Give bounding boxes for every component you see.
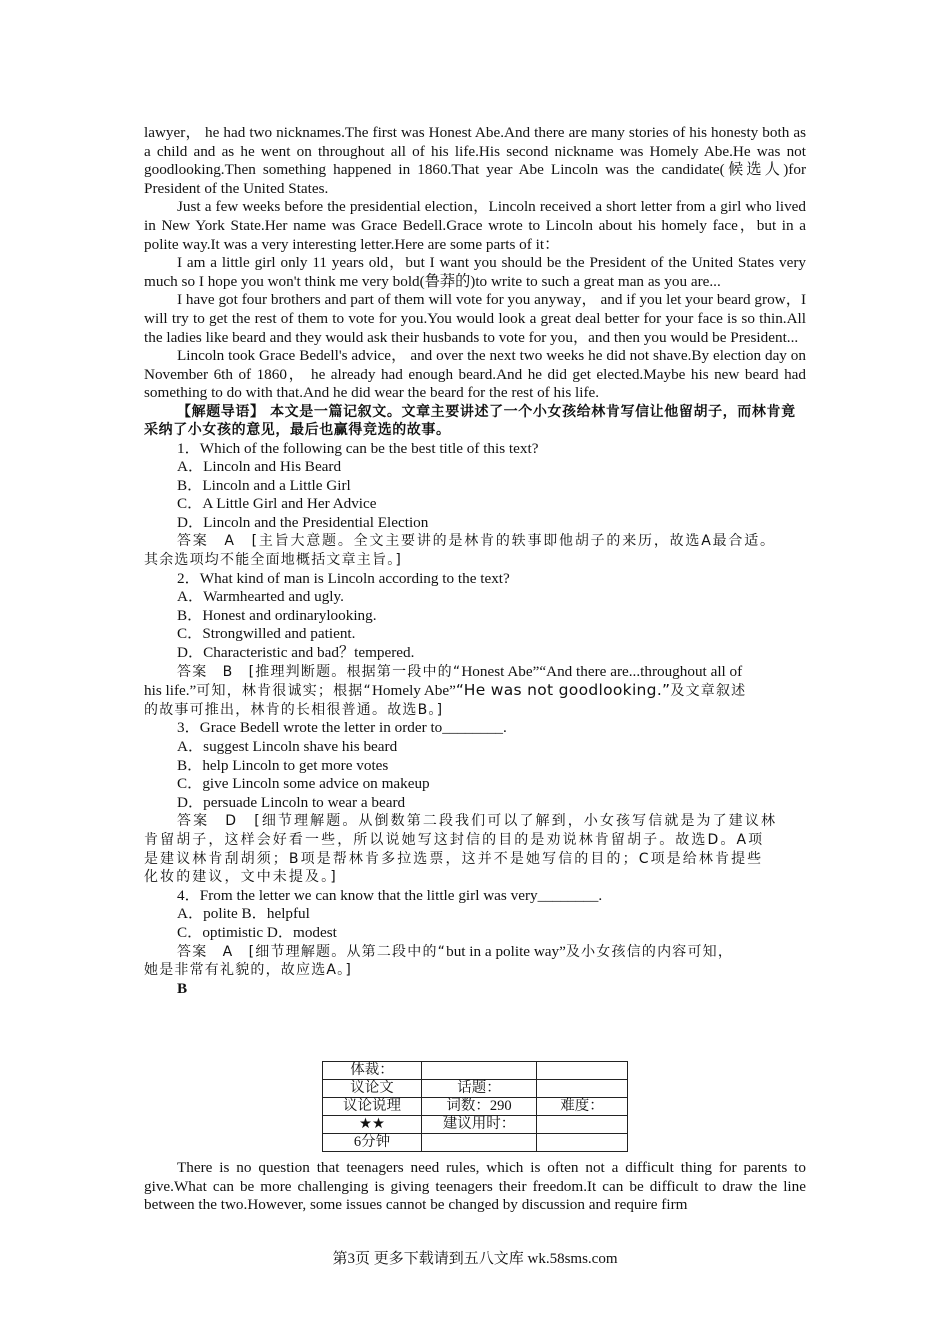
question-4-options-ab: A．polite B．helpful: [177, 905, 310, 923]
table-cell: [537, 1116, 628, 1134]
question-2-option-d: D．Characteristic and bad？tempered.: [177, 644, 415, 662]
question-4-options-cd: C．optimistic D．modest: [177, 923, 337, 941]
question-3-option-b: B．help Lincoln to get more votes: [177, 756, 389, 774]
question-2-option-b: B．Honest and ordinarylooking.: [177, 606, 377, 624]
letter-paragraph-1: I am a little girl only 11 years old，but I want you should be the President of the United States very much so I hope you won't think me very bold(鲁莽的)to write to such a great man as you are...: [144, 254, 806, 290]
table-cell: ★★: [323, 1116, 422, 1134]
table-row: [323, 1080, 628, 1098]
page-footer: 第3页 更多下载请到五八文库 wk.58sms.com: [332, 1251, 618, 1267]
table-cell: 议论文: [323, 1080, 422, 1098]
passage-b-body: [144, 1159, 806, 1215]
question-3-option-a: A．suggest Lincoln shave his beard: [177, 738, 398, 755]
table-cell: [422, 1062, 537, 1080]
table-cell: 建议用时：: [422, 1116, 537, 1134]
question-4-answer-line-1: [144, 943, 806, 962]
table-row: [323, 1062, 628, 1080]
answer-text: 及文章叙述: [670, 683, 747, 700]
table-cell: 难度：: [537, 1098, 628, 1116]
passage-b-paragraph-1: There is no question that teenagers need rules, which is often not a difficult thing for parents to give.What can be more challenging is giving teenagers their freedom.It can be difficult to draw the line between the two.However, some issues cannot be changed by discussion and require firm: [144, 1159, 806, 1214]
answer-text: 答案 B [推理判断题。根据第一段中的“: [177, 663, 462, 680]
question-1-option-b: B．Lincoln and a Little Girl: [177, 476, 351, 494]
question-2-answer-line-1: [144, 663, 806, 682]
question-1-stem: 1．Which of the following can be the best title of this text?: [177, 439, 539, 457]
answer-text: 可知，林肯很诚实；根据“: [196, 683, 372, 700]
question-2-option-a: A．Warmhearted and ugly.: [177, 588, 344, 606]
passage-a-paragraph-5: Lincoln took Grace Bedell's advice， and over the next two weeks he did not shave.By election day on November 6th of 1860， he already had enough beard.And he did get elected.Maybe his new beard had something to do with that.And he did wear the beard for the rest of his life.: [144, 347, 806, 402]
answer-text: 及小女孩信的内容可知，: [565, 943, 734, 960]
table-row: [323, 1134, 628, 1152]
table-cell: [422, 1134, 537, 1152]
table-cell: [537, 1062, 628, 1080]
question-1-answer-line-2: 其余选项均不能全面地概括文章主旨。]: [144, 552, 403, 569]
question-4-stem: 4．From the letter we can know that the little girl was very________.: [177, 886, 603, 904]
letter-paragraph-2: I have got four brothers and part of them will vote for you anyway， and if you let your beard grow，I will try to get the rest of them to vote for you.You would look a great deal better for your face is so thin.All the ladies like beard and they would ask their husbands to vote for you，and then you would be President...: [144, 291, 806, 346]
document-body: [144, 124, 806, 998]
table-cell: 话题：: [422, 1080, 537, 1098]
question-3-answer-line-1: 答案 D [细节理解题。从倒数第二段我们可以了解到，小女孩写信就是为了建议林: [177, 813, 778, 830]
table-cell: [537, 1134, 628, 1152]
table-row: [323, 1098, 628, 1116]
question-1-option-d: D．Lincoln and the Presidential Election: [177, 513, 429, 531]
reading-guide: 【解题导语】 本文是一篇记叙文。文章主要讲述了一个小女孩给林肯写信让他留胡子，而林肯竟采纳了小女孩的意见，最后也赢得竞选的故事。: [144, 403, 796, 439]
answer-quote: but in a polite way”: [446, 942, 566, 960]
answer-quote: Honest Abe”“And there are...throughout all of: [461, 662, 743, 680]
passage-info-table: [322, 1061, 628, 1152]
question-4-answer-line-2: 她是非常有礼貌的，故应选A。]: [144, 962, 353, 979]
question-1-option-a: A．Lincoln and His Beard: [177, 458, 342, 476]
question-3-answer-line-4: 化妆的建议，文中未提及。]: [144, 869, 338, 886]
question-3-answer-line-3: 是建议林肯刮胡须；B项是帮林肯多拉选票，这并不是她写信的目的；C项是给林肯提些: [144, 850, 764, 867]
answer-text: 答案 A [细节理解题。从第二段中的“: [177, 943, 447, 960]
table-cell: 体裁：: [323, 1062, 422, 1080]
question-2-answer-line-3: 的故事可推出，林肯的长相很普通。故选B。]: [144, 701, 444, 718]
question-3-answer-line-2: 肯留胡子，这样会好看一些，所以说她写这封信的目的是劝说林肯留胡子。故选D。A项: [144, 831, 765, 848]
question-3-option-c: C．give Lincoln some advice on makeup: [177, 775, 430, 793]
section-b-label: B: [177, 979, 188, 997]
question-2-answer-line-2: [144, 681, 806, 701]
table-cell: 词数：290: [422, 1098, 537, 1116]
question-1-option-c: C．A Little Girl and Her Advice: [177, 495, 377, 513]
question-2-stem: 2．What kind of man is Lincoln according to the text?: [177, 569, 510, 587]
question-1-answer-line-1: 答案 A [主旨大意题。全文主要讲的是林肯的轶事即他胡子的来历，故选A最合适。: [177, 533, 776, 550]
passage-a-paragraph-2: Just a few weeks before the presidential election，Lincoln received a short letter from a girl who lived in New York State.Her name was Grace Bedell.Grace wrote to Lincoln about his homely face，but in a polite way.It was a very interesting letter.Here are some parts of it：: [144, 198, 806, 253]
passage-a-paragraph-1: lawyer， he had two nicknames.The first was Honest Abe.And there are many stories of his honesty both as a child and as he went on throughout all of his life.His second nickname was Homely Abe.He was not goodlooking.Then something happened in 1860.That year Abe Lincoln was the candidate(候选人)for President of the United States.: [144, 124, 806, 197]
answer-quote: his life.”: [144, 682, 197, 700]
table-cell: [537, 1080, 628, 1098]
question-3-option-d: D．persuade Lincoln to wear a beard: [177, 793, 406, 811]
question-3-stem: 3．Grace Bedell wrote the letter in order to________.: [177, 719, 507, 737]
table-row: [323, 1116, 628, 1134]
answer-quote: “He was not goodlooking.”: [455, 681, 671, 700]
table-cell: 议论说理: [323, 1098, 422, 1116]
answer-quote: Homely Abe”: [371, 682, 456, 700]
table-cell: 6分钟: [323, 1134, 422, 1152]
question-2-option-c: C．Strongwilled and patient.: [177, 625, 356, 643]
